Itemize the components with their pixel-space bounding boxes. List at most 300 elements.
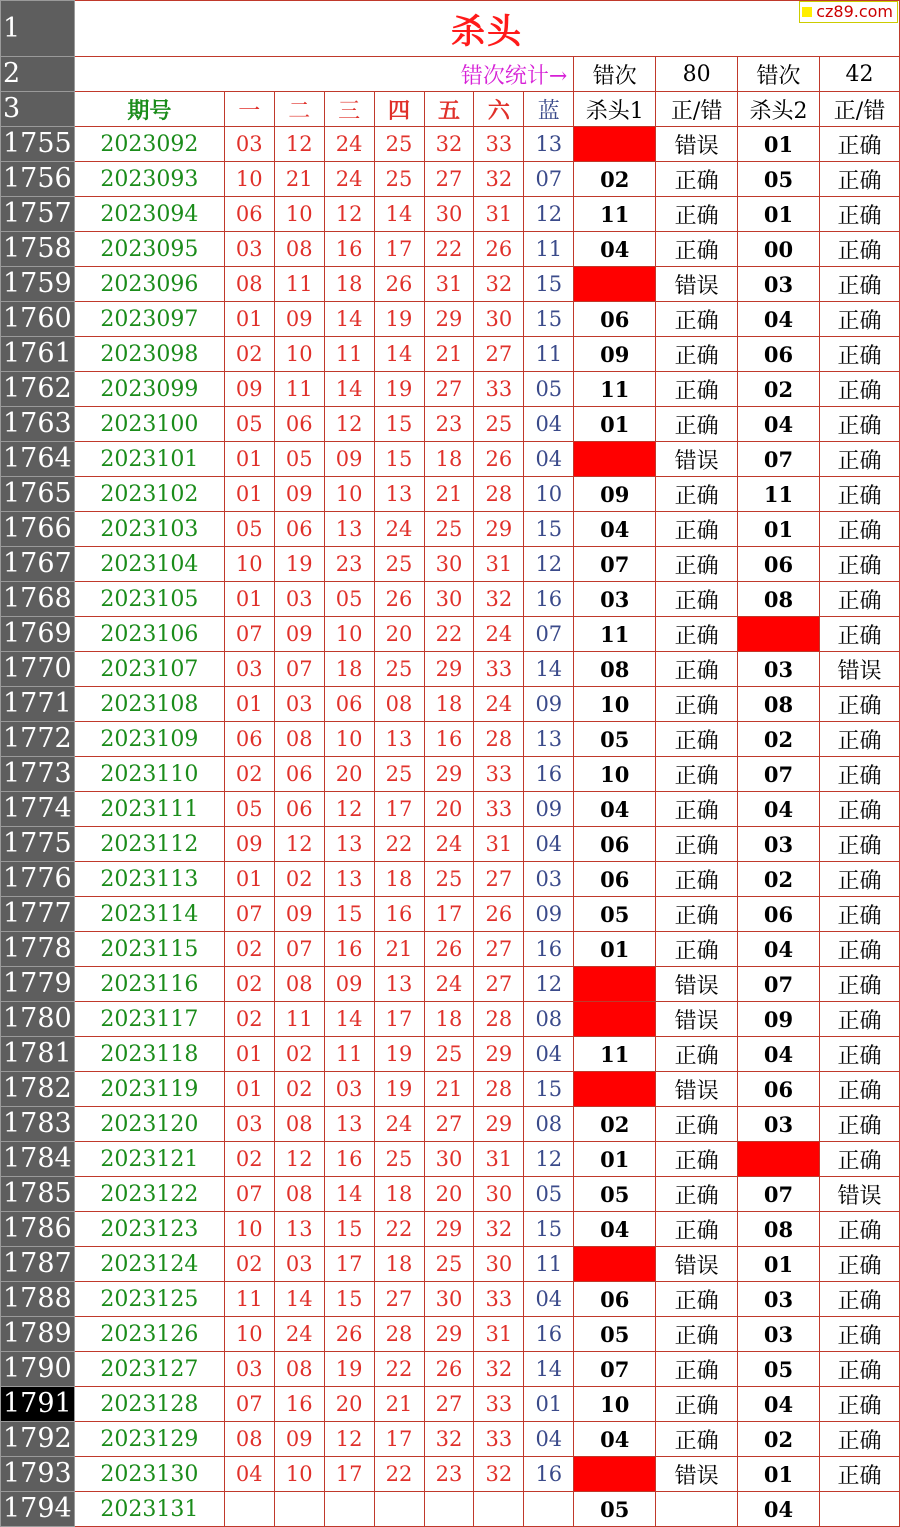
kill1-cell: 04: [574, 792, 656, 827]
blue-ball-cell: 13: [524, 127, 574, 162]
red-ball-cell: 30: [424, 197, 474, 232]
kill2-result-cell: 正确: [820, 932, 900, 967]
red-ball-cell: 26: [424, 1352, 474, 1387]
blue-ball-cell: 15: [524, 1072, 574, 1107]
red-ball-cell: 18: [424, 442, 474, 477]
kill1-result-cell: 正确: [656, 757, 738, 792]
red-ball-cell: 02: [224, 967, 274, 1002]
red-ball-cell: 27: [424, 1387, 474, 1422]
red-ball-cell: 10: [274, 337, 324, 372]
red-ball-cell: 14: [374, 197, 424, 232]
row-number: 1778: [1, 932, 75, 967]
red-ball-cell: 27: [474, 932, 524, 967]
red-ball-cell: 07: [274, 932, 324, 967]
period-cell: 2023113: [74, 862, 224, 897]
kill1-result-cell: 正确: [656, 1142, 738, 1177]
row-number: 1763: [1, 407, 75, 442]
row-number: 1755: [1, 127, 75, 162]
table-row: [1, 1177, 900, 1212]
red-ball-cell: 11: [274, 1002, 324, 1037]
table-row: [1, 652, 900, 687]
period-cell: 2023107: [74, 652, 224, 687]
red-ball-cell: 25: [424, 512, 474, 547]
red-ball-cell: 32: [474, 1212, 524, 1247]
red-ball-cell: [424, 1492, 474, 1527]
period-cell: 2023103: [74, 512, 224, 547]
red-ball-cell: 22: [424, 617, 474, 652]
red-ball-cell: 05: [324, 582, 374, 617]
table-row: [1, 442, 900, 477]
red-ball-cell: 13: [374, 477, 424, 512]
blue-ball-cell: 15: [524, 267, 574, 302]
blue-ball-cell: 03: [524, 862, 574, 897]
period-cell: 2023111: [74, 792, 224, 827]
kill1-cell: 04: [574, 1212, 656, 1247]
red-ball-cell: 09: [224, 827, 274, 862]
blue-ball-cell: 11: [524, 232, 574, 267]
red-ball-cell: 07: [224, 617, 274, 652]
kill2-result-cell: 正确: [820, 827, 900, 862]
kill1-result-cell: 正确: [656, 1107, 738, 1142]
kill2-result-cell: 正确: [820, 1282, 900, 1317]
red-ball-cell: 32: [424, 1422, 474, 1457]
red-ball-cell: 01: [224, 477, 274, 512]
kill2-cell: 07: [738, 1142, 820, 1177]
red-ball-cell: 22: [424, 232, 474, 267]
table-row: [1, 617, 900, 652]
red-ball-cell: 17: [374, 792, 424, 827]
blue-ball-cell: 10: [524, 477, 574, 512]
kill1-cell: 07: [574, 1352, 656, 1387]
row-number: 1761: [1, 337, 75, 372]
kill1-cell: 06: [574, 862, 656, 897]
red-ball-cell: 02: [274, 862, 324, 897]
red-ball-cell: 21: [374, 932, 424, 967]
row-number: 1764: [1, 442, 75, 477]
kill2-cell: 03: [738, 1282, 820, 1317]
red-ball-cell: 32: [474, 162, 524, 197]
row-number: 1779: [1, 967, 75, 1002]
kill2-cell: 08: [738, 687, 820, 722]
kill1-cell: 11: [574, 1037, 656, 1072]
kill2-result-cell: 错误: [820, 1177, 900, 1212]
period-cell: 2023129: [74, 1422, 224, 1457]
red-ball-cell: 32: [474, 267, 524, 302]
red-ball-cell: 21: [274, 162, 324, 197]
kill2-error-count: 42: [820, 57, 900, 92]
kill1-cell: 08: [574, 267, 656, 302]
red-ball-cell: 07: [274, 652, 324, 687]
row-number: 1: [1, 1, 75, 57]
kill1-cell: 03: [574, 582, 656, 617]
kill2-result-cell: 正确: [820, 1247, 900, 1282]
red-ball-cell: 01: [224, 442, 274, 477]
red-ball-cell: 18: [374, 1247, 424, 1282]
column-header-period: 期号: [74, 92, 224, 127]
kill2-result-cell: 正确: [820, 1002, 900, 1037]
kill1-result-cell: [656, 1492, 738, 1527]
red-ball-cell: 01: [224, 1072, 274, 1107]
row-number: 1789: [1, 1317, 75, 1352]
red-ball-cell: 14: [324, 372, 374, 407]
red-ball-cell: [274, 1492, 324, 1527]
row-number: 1783: [1, 1107, 75, 1142]
kill1-cell: 10: [574, 1387, 656, 1422]
red-ball-cell: 12: [324, 792, 374, 827]
red-ball-cell: 25: [374, 547, 424, 582]
kill2-cell: 06: [738, 547, 820, 582]
table-row: [1, 1072, 900, 1107]
red-ball-cell: 24: [374, 512, 424, 547]
row-number: 1782: [1, 1072, 75, 1107]
table-row: [1, 1492, 900, 1527]
red-ball-cell: 26: [474, 232, 524, 267]
red-ball-cell: 05: [274, 442, 324, 477]
red-ball-cell: 08: [224, 1422, 274, 1457]
table-row: [1, 827, 900, 862]
table-row: [1, 1317, 900, 1352]
row-number: 1780: [1, 1002, 75, 1037]
red-ball-cell: 33: [474, 127, 524, 162]
red-ball-cell: 13: [324, 862, 374, 897]
table-row: [1, 862, 900, 897]
red-ball-cell: 33: [474, 757, 524, 792]
red-ball-cell: 24: [474, 617, 524, 652]
blue-ball-cell: 08: [524, 1107, 574, 1142]
red-ball-cell: 10: [224, 162, 274, 197]
period-cell: 2023127: [74, 1352, 224, 1387]
blue-ball-cell: 05: [524, 372, 574, 407]
kill2-result-cell: 正确: [820, 792, 900, 827]
kill2-cell: 04: [738, 407, 820, 442]
blue-ball-cell: 12: [524, 967, 574, 1002]
period-cell: 2023121: [74, 1142, 224, 1177]
red-ball-cell: 31: [474, 547, 524, 582]
red-ball-cell: 09: [224, 372, 274, 407]
kill1-result-cell: 错误: [656, 442, 738, 477]
red-ball-cell: 05: [224, 792, 274, 827]
red-ball-cell: 26: [374, 582, 424, 617]
red-ball-cell: 20: [424, 1177, 474, 1212]
table-row: [1, 512, 900, 547]
red-ball-cell: 26: [474, 442, 524, 477]
kill2-cell: 01: [738, 197, 820, 232]
red-ball-cell: 30: [424, 547, 474, 582]
table-row: [1, 547, 900, 582]
kill2-result-cell: 正确: [820, 1317, 900, 1352]
column-header-red5: 五: [424, 92, 474, 127]
kill2-cell: 01: [738, 512, 820, 547]
red-ball-cell: 01: [224, 1037, 274, 1072]
red-ball-cell: 01: [224, 582, 274, 617]
kill2-cell: 07: [738, 757, 820, 792]
red-ball-cell: 19: [374, 1037, 424, 1072]
kill1-cell: 04: [574, 512, 656, 547]
row-number: 1762: [1, 372, 75, 407]
kill1-cell: 07: [574, 547, 656, 582]
period-cell: 2023098: [74, 337, 224, 372]
kill1-result-cell: 正确: [656, 547, 738, 582]
red-ball-cell: 30: [474, 302, 524, 337]
blue-ball-cell: 05: [524, 1177, 574, 1212]
blue-ball-cell: 14: [524, 652, 574, 687]
red-ball-cell: 26: [424, 932, 474, 967]
red-ball-cell: 18: [324, 652, 374, 687]
red-ball-cell: 13: [324, 827, 374, 862]
blue-ball-cell: 11: [524, 1247, 574, 1282]
period-cell: 2023128: [74, 1387, 224, 1422]
kill1-cell: 05: [574, 722, 656, 757]
kill2-result-cell: [820, 1492, 900, 1527]
red-ball-cell: 03: [224, 652, 274, 687]
kill1-result-cell: 正确: [656, 302, 738, 337]
table-row: [1, 792, 900, 827]
red-ball-cell: 22: [374, 827, 424, 862]
table-row: [1, 967, 900, 1002]
red-ball-cell: 20: [324, 1387, 374, 1422]
period-cell: 2023123: [74, 1212, 224, 1247]
kill1-result-cell: 正确: [656, 687, 738, 722]
red-ball-cell: 01: [224, 302, 274, 337]
row-number: 1760: [1, 302, 75, 337]
red-ball-cell: 03: [274, 687, 324, 722]
red-ball-cell: 30: [474, 1247, 524, 1282]
kill2-result-cell: 正确: [820, 372, 900, 407]
red-ball-cell: 09: [274, 897, 324, 932]
blue-ball-cell: 14: [524, 1352, 574, 1387]
red-ball-cell: 19: [324, 1352, 374, 1387]
table-row: [1, 372, 900, 407]
column-header-result2: 正/错: [820, 92, 900, 127]
period-cell: 2023099: [74, 372, 224, 407]
red-ball-cell: 13: [374, 967, 424, 1002]
red-ball-cell: 14: [374, 337, 424, 372]
kill1-cell: 02: [574, 967, 656, 1002]
kill1-result-cell: 正确: [656, 897, 738, 932]
red-ball-cell: 16: [274, 1387, 324, 1422]
column-header-blue: 蓝: [524, 92, 574, 127]
red-ball-cell: [324, 1492, 374, 1527]
red-ball-cell: 03: [224, 1352, 274, 1387]
kill1-cell: 09: [574, 337, 656, 372]
red-ball-cell: 27: [424, 372, 474, 407]
red-ball-cell: 25: [374, 757, 424, 792]
red-ball-cell: 06: [274, 792, 324, 827]
kill1-cell: 02: [574, 1107, 656, 1142]
red-ball-cell: 01: [224, 862, 274, 897]
table-row: [1, 757, 900, 792]
blue-ball-cell: 16: [524, 932, 574, 967]
kill2-result-cell: 正确: [820, 232, 900, 267]
kill1-cell: 01: [574, 1072, 656, 1107]
red-ball-cell: 05: [224, 407, 274, 442]
red-ball-cell: 02: [274, 1037, 324, 1072]
blue-ball-cell: 04: [524, 827, 574, 862]
period-cell: 2023100: [74, 407, 224, 442]
watermark: [799, 1, 898, 23]
red-ball-cell: 16: [324, 232, 374, 267]
kill2-result-cell: 正确: [820, 162, 900, 197]
kill1-result-cell: 正确: [656, 1422, 738, 1457]
blue-ball-cell: 16: [524, 582, 574, 617]
period-cell: 2023114: [74, 897, 224, 932]
red-ball-cell: 29: [424, 302, 474, 337]
red-ball-cell: 08: [224, 267, 274, 302]
blue-ball-cell: 11: [524, 337, 574, 372]
red-ball-cell: 03: [274, 1247, 324, 1282]
red-ball-cell: 25: [424, 1247, 474, 1282]
red-ball-cell: 15: [374, 442, 424, 477]
kill1-cell: 09: [574, 477, 656, 512]
red-ball-cell: 12: [324, 1422, 374, 1457]
period-cell: 2023118: [74, 1037, 224, 1072]
red-ball-cell: 03: [224, 127, 274, 162]
kill1-cell: 06: [574, 1282, 656, 1317]
red-ball-cell: 17: [424, 897, 474, 932]
red-ball-cell: 10: [224, 1212, 274, 1247]
row-number: 1793: [1, 1457, 75, 1492]
kill2-cell: 01: [738, 1457, 820, 1492]
kill1-cell: 06: [574, 827, 656, 862]
kill1-result-cell: 正确: [656, 162, 738, 197]
period-cell: 2023119: [74, 1072, 224, 1107]
kill1-result-cell: 错误: [656, 127, 738, 162]
red-ball-cell: 28: [474, 477, 524, 512]
row-number: 1772: [1, 722, 75, 757]
row-number: 1791: [1, 1387, 75, 1422]
row-number: 1787: [1, 1247, 75, 1282]
red-ball-cell: 22: [374, 1212, 424, 1247]
period-cell: 2023108: [74, 687, 224, 722]
kill2-cell: 04: [738, 1387, 820, 1422]
row-number: 1771: [1, 687, 75, 722]
kill2-cell: 05: [738, 162, 820, 197]
red-ball-cell: 31: [474, 1317, 524, 1352]
row-number: 1777: [1, 897, 75, 932]
column-header-kill1: 杀头1: [574, 92, 656, 127]
red-ball-cell: 16: [424, 722, 474, 757]
kill1-result-cell: 正确: [656, 1387, 738, 1422]
error-stats-note: 错次统计→: [74, 57, 573, 92]
table-row: [1, 477, 900, 512]
red-ball-cell: 09: [324, 967, 374, 1002]
red-ball-cell: 02: [224, 757, 274, 792]
kill2-result-cell: 正确: [820, 337, 900, 372]
kill2-result-cell: 正确: [820, 1107, 900, 1142]
period-cell: 2023096: [74, 267, 224, 302]
red-ball-cell: 15: [374, 407, 424, 442]
red-ball-cell: 24: [274, 1317, 324, 1352]
red-ball-cell: 01: [224, 687, 274, 722]
red-ball-cell: 11: [324, 337, 374, 372]
row-number: 1774: [1, 792, 75, 827]
red-ball-cell: 24: [474, 687, 524, 722]
red-ball-cell: 33: [474, 652, 524, 687]
table-row: [1, 1037, 900, 1072]
red-ball-cell: 27: [474, 862, 524, 897]
blue-ball-cell: 16: [524, 1317, 574, 1352]
red-ball-cell: 12: [274, 1142, 324, 1177]
table-row: [1, 1282, 900, 1317]
table-row: [1, 1422, 900, 1457]
red-ball-cell: 08: [274, 1177, 324, 1212]
red-ball-cell: 12: [324, 407, 374, 442]
red-ball-cell: 33: [474, 1282, 524, 1317]
kill2-cell: 04: [738, 932, 820, 967]
blue-ball-cell: 09: [524, 897, 574, 932]
red-ball-cell: 24: [424, 967, 474, 1002]
red-ball-cell: 05: [224, 512, 274, 547]
kill1-cell: 04: [574, 232, 656, 267]
kill1-result-cell: 错误: [656, 267, 738, 302]
kill1-result-cell: 正确: [656, 1282, 738, 1317]
table-row: [1, 932, 900, 967]
kill1-result-cell: 正确: [656, 197, 738, 232]
red-ball-cell: 27: [424, 162, 474, 197]
row-number: 1756: [1, 162, 75, 197]
row-number: 1792: [1, 1422, 75, 1457]
table-row: [1, 162, 900, 197]
red-ball-cell: 31: [474, 827, 524, 862]
period-cell: 2023124: [74, 1247, 224, 1282]
red-ball-cell: 02: [224, 932, 274, 967]
red-ball-cell: 09: [274, 302, 324, 337]
red-ball-cell: 06: [274, 407, 324, 442]
kill1-cell: 02: [574, 162, 656, 197]
red-ball-cell: 20: [324, 757, 374, 792]
kill1-cell: 05: [574, 1492, 656, 1527]
red-ball-cell: 08: [274, 232, 324, 267]
red-ball-cell: 11: [324, 1037, 374, 1072]
red-ball-cell: 27: [474, 337, 524, 372]
red-ball-cell: 28: [474, 722, 524, 757]
kill2-cell: 10: [738, 617, 820, 652]
red-ball-cell: 10: [274, 1457, 324, 1492]
kill2-cell: 07: [738, 442, 820, 477]
kill1-cell: 08: [574, 652, 656, 687]
red-ball-cell: 24: [424, 827, 474, 862]
blue-ball-cell: 01: [524, 1387, 574, 1422]
red-ball-cell: 18: [424, 687, 474, 722]
red-ball-cell: 25: [374, 162, 424, 197]
kill1-result-cell: 正确: [656, 1177, 738, 1212]
kill2-cell: 08: [738, 1212, 820, 1247]
red-ball-cell: 17: [324, 1457, 374, 1492]
red-ball-cell: 30: [424, 1282, 474, 1317]
title-row: [1, 1, 900, 57]
kill2-cell: 11: [738, 477, 820, 512]
kill1-cell: 04: [574, 1457, 656, 1492]
row-number: 1773: [1, 757, 75, 792]
red-ball-cell: 29: [474, 1037, 524, 1072]
period-cell: 2023109: [74, 722, 224, 757]
kill2-result-cell: 正确: [820, 1212, 900, 1247]
kill1-result-cell: 错误: [656, 1002, 738, 1037]
red-ball-cell: 06: [274, 757, 324, 792]
red-ball-cell: 24: [324, 127, 374, 162]
red-ball-cell: 25: [424, 862, 474, 897]
kill2-result-cell: 正确: [820, 1457, 900, 1492]
row-number: 1790: [1, 1352, 75, 1387]
kill2-cell: 03: [738, 1317, 820, 1352]
red-ball-cell: [374, 1492, 424, 1527]
kill2-cell: 08: [738, 582, 820, 617]
kill1-result-cell: 正确: [656, 792, 738, 827]
kill2-cell: 02: [738, 862, 820, 897]
table-row: [1, 302, 900, 337]
period-cell: 2023117: [74, 1002, 224, 1037]
table-row: [1, 1107, 900, 1142]
